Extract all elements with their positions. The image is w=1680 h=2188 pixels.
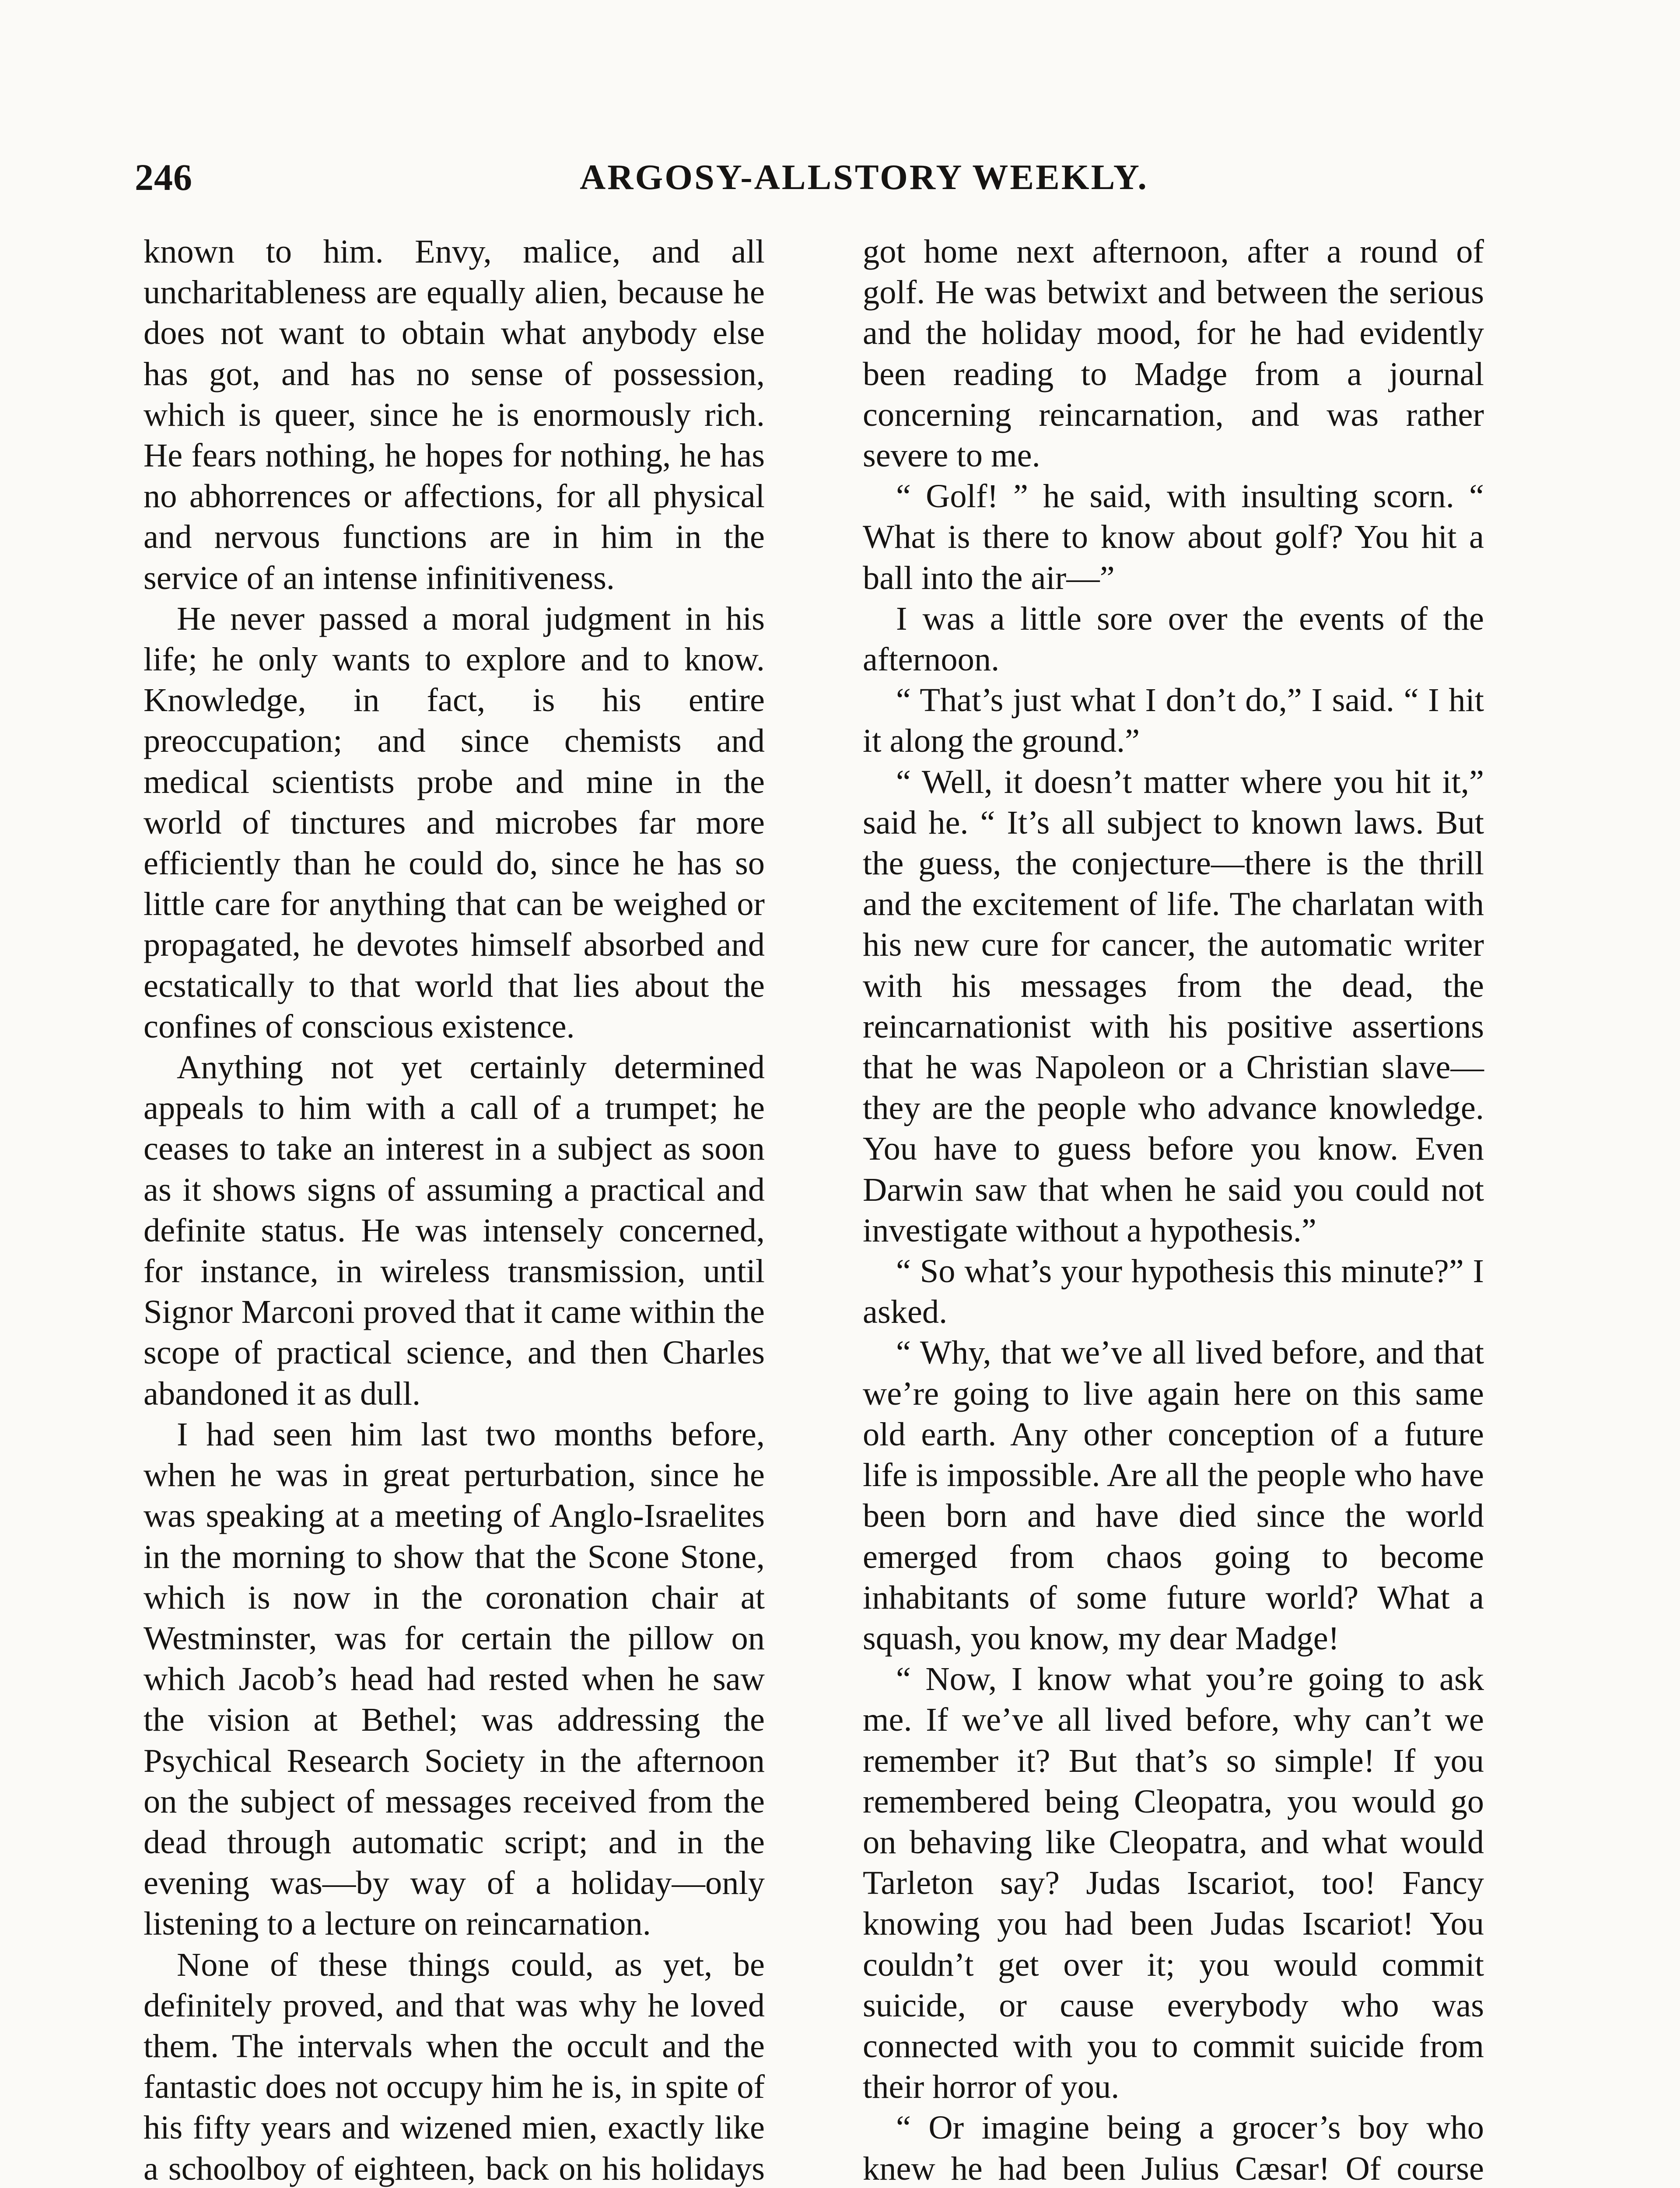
paragraph: “ Golf! ” he said, with insulting scorn. “ What is there to know about golf? You hit a ball into the air—” <box>863 477 1484 596</box>
page-header <box>0 151 1680 203</box>
paragraph: “ That’s just what I don’t do,” I said. “ I hit it along the ground.” <box>863 681 1484 760</box>
paragraph: “ Or imagine being a grocer’s boy who knew he had been Julius Cæsar! Of course <box>863 2109 1484 2187</box>
paragraph: got home next afternoon, after a round of golf. He was betwixt and between the serious and the holiday mood, for he had evidently been reading to Madge from a journal concerning reincarnation, and was rather severe to me. <box>863 233 1484 474</box>
paragraph: “ Why, that we’ve all lived before, and that we’re going to live again here on this same old earth. Any other conception of a future life is impossible. Are all the people who have been born and have died since the world emerged from chaos going to become inhabitants of some future world? What a squash, you know, my dear Madge! <box>863 1334 1484 1657</box>
paragraph: He never passed a moral judgment in his life; he only wants to explore and to know. Knowledge, in fact, is his entire preoccupation; and since chemists and medical scientists probe and mine in the world of tinctures and microbes far more efficiently than he could do, since he has so little care for anything that can be weighed or propagated, he devotes himself absorbed and ecstatically to that world that lies about the confines of conscious existence. <box>144 600 765 1045</box>
paragraph: I had seen him last two months before, when he was in great perturbation, since he was speaking at a meeting of Anglo-Israelites in the morning to show that the Scone Stone, which is now in the coronation chair at Westminster, was for certain the pillow on which Jacob’s head had rested when he saw the vision at Bethel; was addressing the Psychical Research Society in the afternoon on the subject of messages received from the dead through automatic script; and in the evening was—by way of a holiday—only listening to a lecture on reincarnation. <box>144 1415 765 1943</box>
paragraph: “ Now, I know what you’re going to ask me. If we’ve all lived before, why can’t we remember it? But that’s so simple! If you remembered being Cleopatra, you would go on behaving like Cleopatra, and what would Tarleton say? Judas Iscariot, too! Fancy knowing you had been Judas Iscariot! You couldn’t get over it; you would commit suicide, or cause everybody who was connected with you to commit suicide from their horror of you. <box>863 1660 1484 2106</box>
running-head: ARGOSY-ALLSTORY WEEKLY. <box>580 157 1148 197</box>
paragraph: “ Well, it doesn’t matter where you hit it,” said he. “ It’s all subject to known laws. But the guess, the conjecture—there is the thrill and the excitement of life. The charlatan with his new cure for cancer, the automatic writer with his messages from the dead, the reincarnationist with his positive assertions that he was Napoleon or a Christian slave—they are the people who advance knowledge. You have to guess before you know. Even Darwin saw that when he said you could not investigate without a hypothesis.” <box>863 763 1484 1249</box>
paragraph: known to him. Envy, malice, and all uncharitableness are equally alien, because he does not want to obtain what anybody else has got, and has no sense of possession, which is queer, since he is enormously rich. He fears nothing, he hopes for nothing, he has no abhorrences or affections, for all physical and nervous functions are in him in the service of an intense infinitiveness. <box>144 233 765 596</box>
left-text-column <box>144 231 765 2188</box>
paragraph: “ So what’s your hypothesis this minute?” I asked. <box>863 1252 1484 1331</box>
page-number: 246 <box>135 156 192 198</box>
paragraph: Anything not yet certainly determined appeals to him with a call of a trumpet; he ceases to take an interest in a subject as soon as it shows signs of assuming a practical and definite status. He was intensely concerned, for instance, in wireless transmission, until Signor Marconi proved that it came within the scope of practical science, and then Charles abandoned it as dull. <box>144 1048 765 1412</box>
right-text-column <box>863 231 1484 2188</box>
paragraph: None of these things could, as yet, be definitely proved, and that was why he loved them. The intervals when the occult and the fantastic does not occupy him he is, in spite of his fifty years and wizened mien, exactly like a schoolboy of eighteen, back on his holidays <box>144 1946 765 2187</box>
paragraph: I was a little sore over the events of the afternoon. <box>863 600 1484 678</box>
